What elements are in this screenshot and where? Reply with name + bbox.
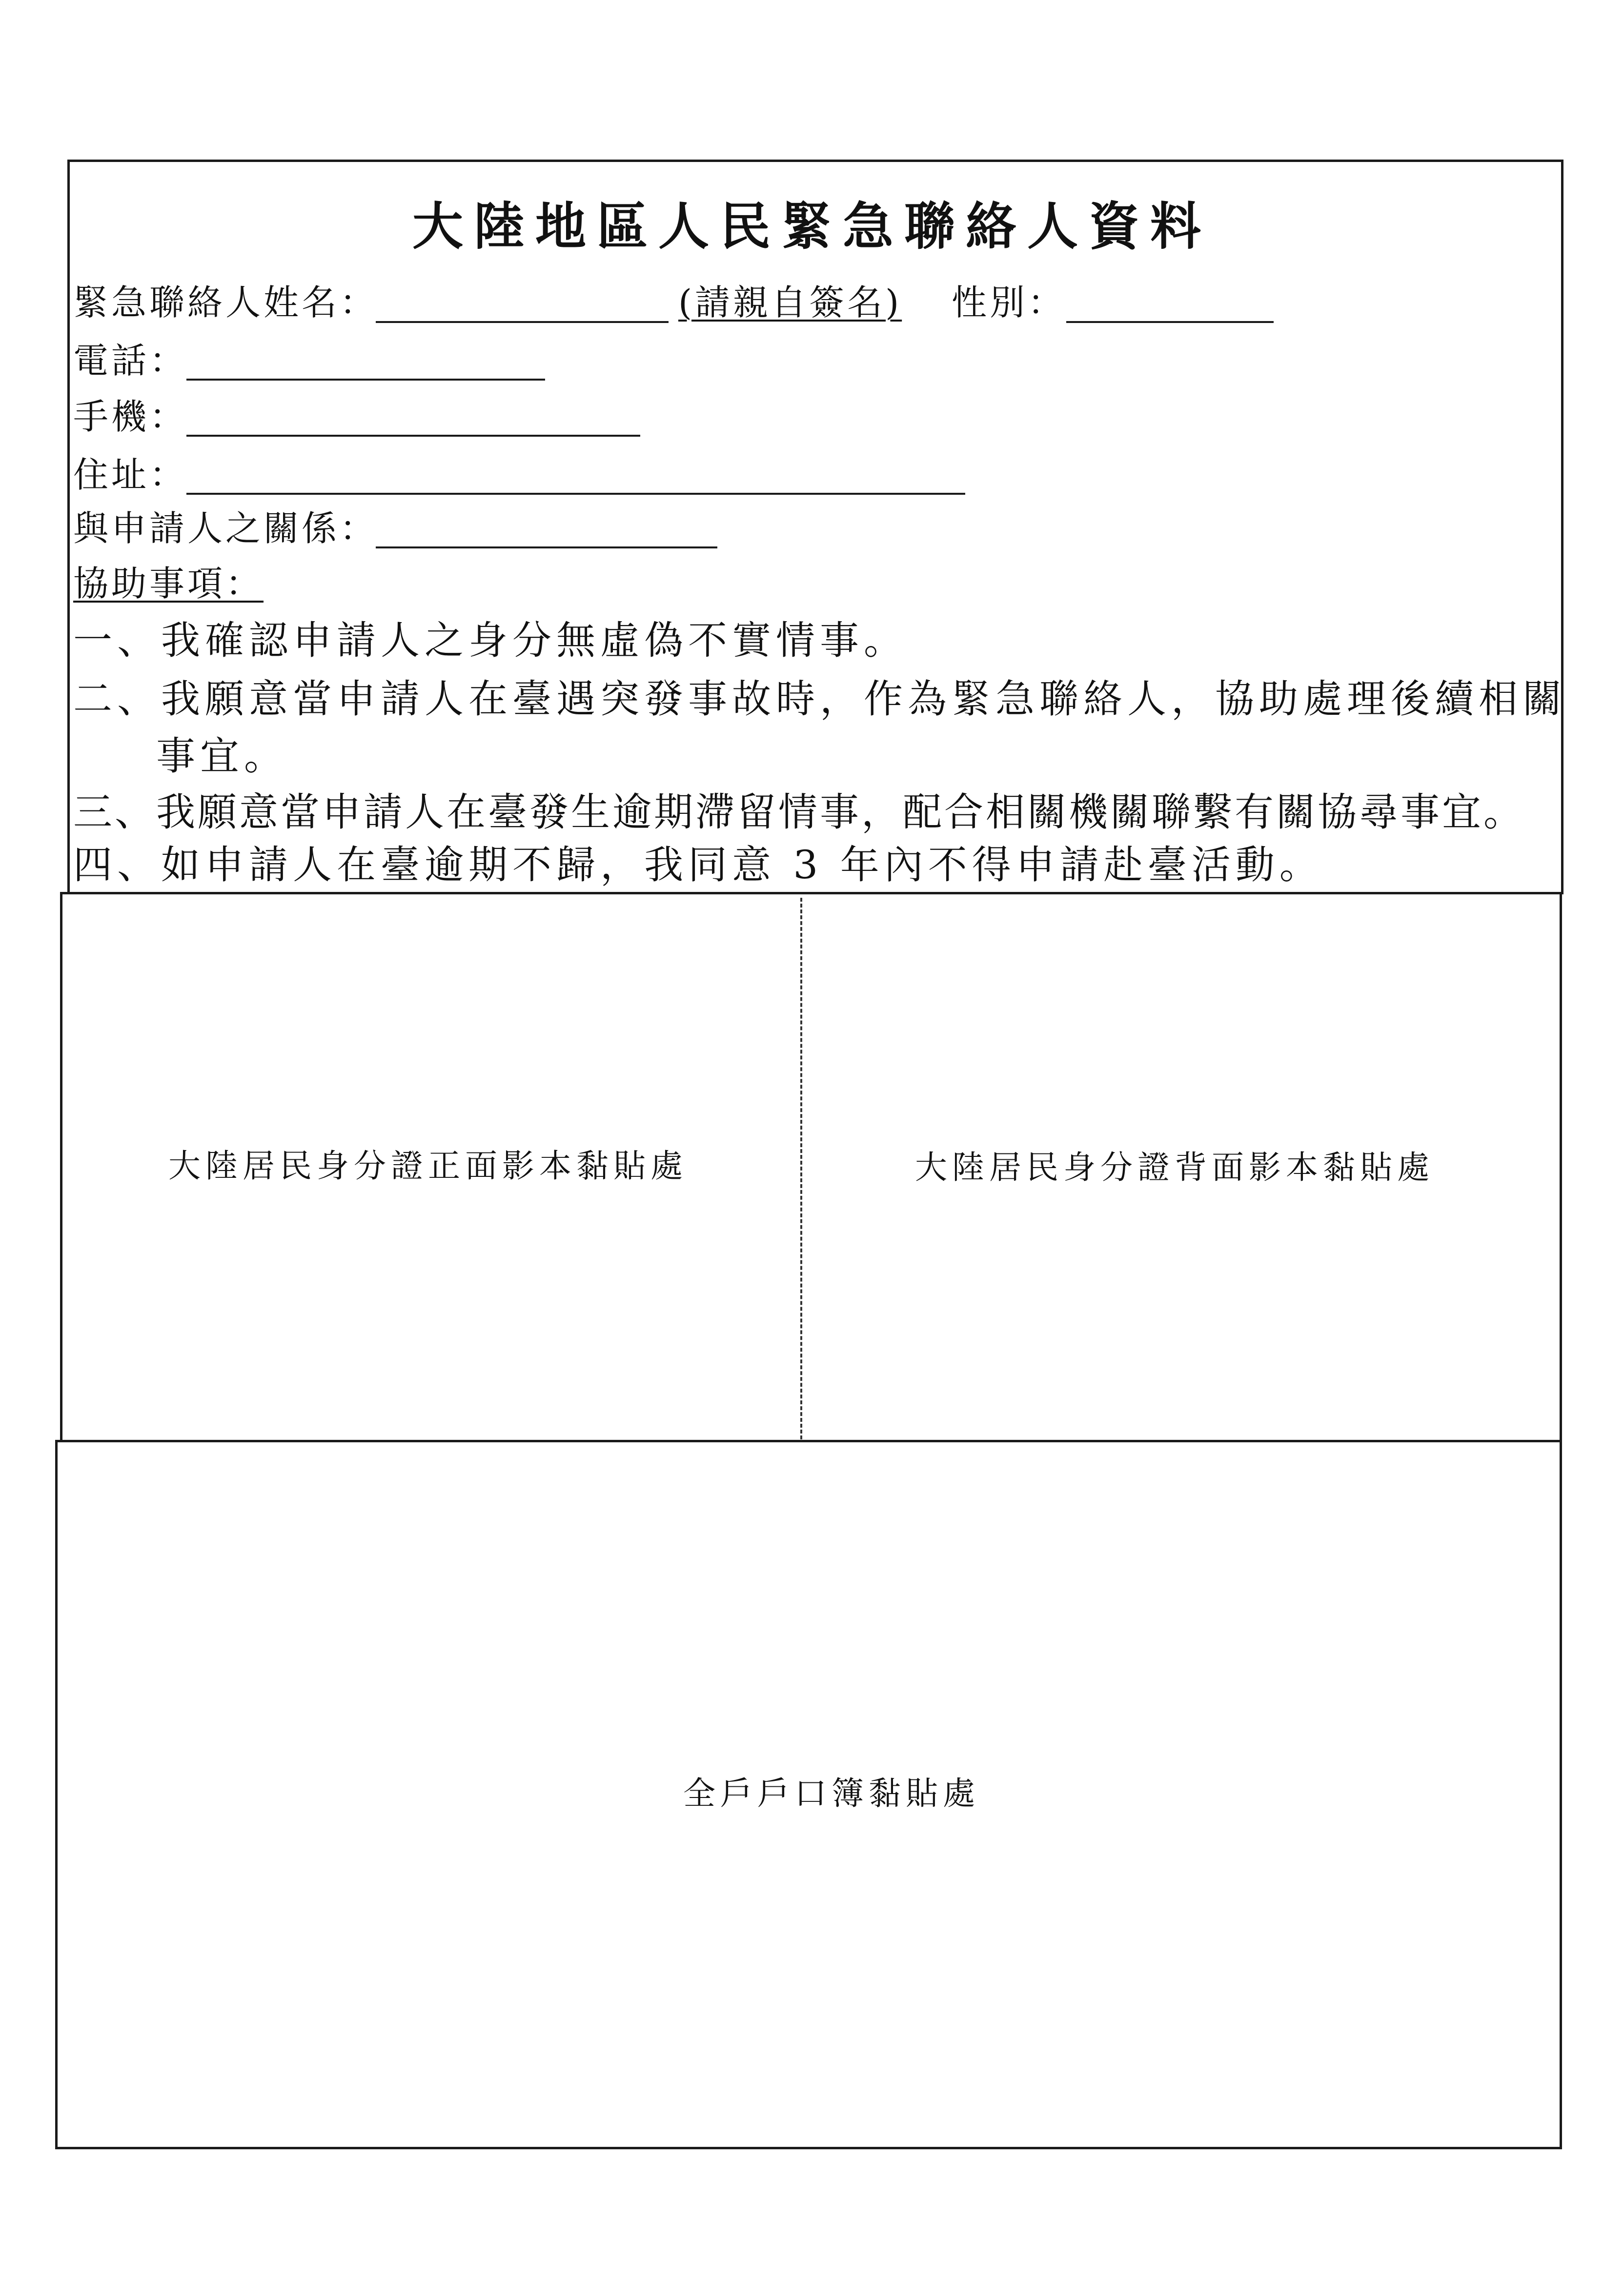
relation-field[interactable]	[376, 546, 717, 548]
assistance-item-2: 二、我願意當申請人在臺遇突發事故時，作為緊急聯絡人，協助處理後續相關	[73, 676, 1566, 722]
id-front-paste-label: 大陸居民身分證正面影本黏貼處	[168, 1147, 688, 1185]
gender-label: 性別：	[952, 282, 1066, 323]
relation-label: 與申請人之關係：	[73, 508, 378, 549]
form-title: 大陸地區人民緊急聯絡人資料	[412, 196, 1212, 256]
signature-note: (請親自簽名)	[678, 282, 902, 323]
assistance-item-2-continued: 事宜。	[156, 733, 288, 779]
mobile-label: 手機：	[73, 396, 188, 437]
assistance-heading: 協助事項：	[73, 563, 264, 604]
name-field[interactable]	[376, 321, 669, 323]
address-field[interactable]	[186, 493, 965, 495]
phone-label: 電話：	[73, 340, 188, 381]
phone-field[interactable]	[186, 379, 545, 381]
dashed-divider	[800, 898, 802, 1439]
household-register-paste-label: 全戶戶口簿黏貼處	[683, 1775, 980, 1812]
id-back-paste-label: 大陸居民身分證背面影本黏貼處	[915, 1149, 1434, 1186]
mobile-field[interactable]	[186, 435, 640, 437]
address-label: 住址：	[73, 454, 188, 495]
assistance-item-1: 一、我確認申請人之身分無虛偽不實情事。	[73, 618, 908, 663]
name-label: 緊急聯絡人姓名：	[73, 282, 378, 323]
assistance-item-3: 三、我願意當申請人在臺發生逾期滯留情事，配合相關機關聯繫有關協尋事宜。	[73, 789, 1525, 835]
assistance-item-4: 四、如申請人在臺逾期不歸，我同意 3 年內不得申請赴臺活動。	[73, 842, 1323, 888]
gender-field[interactable]	[1066, 321, 1274, 323]
